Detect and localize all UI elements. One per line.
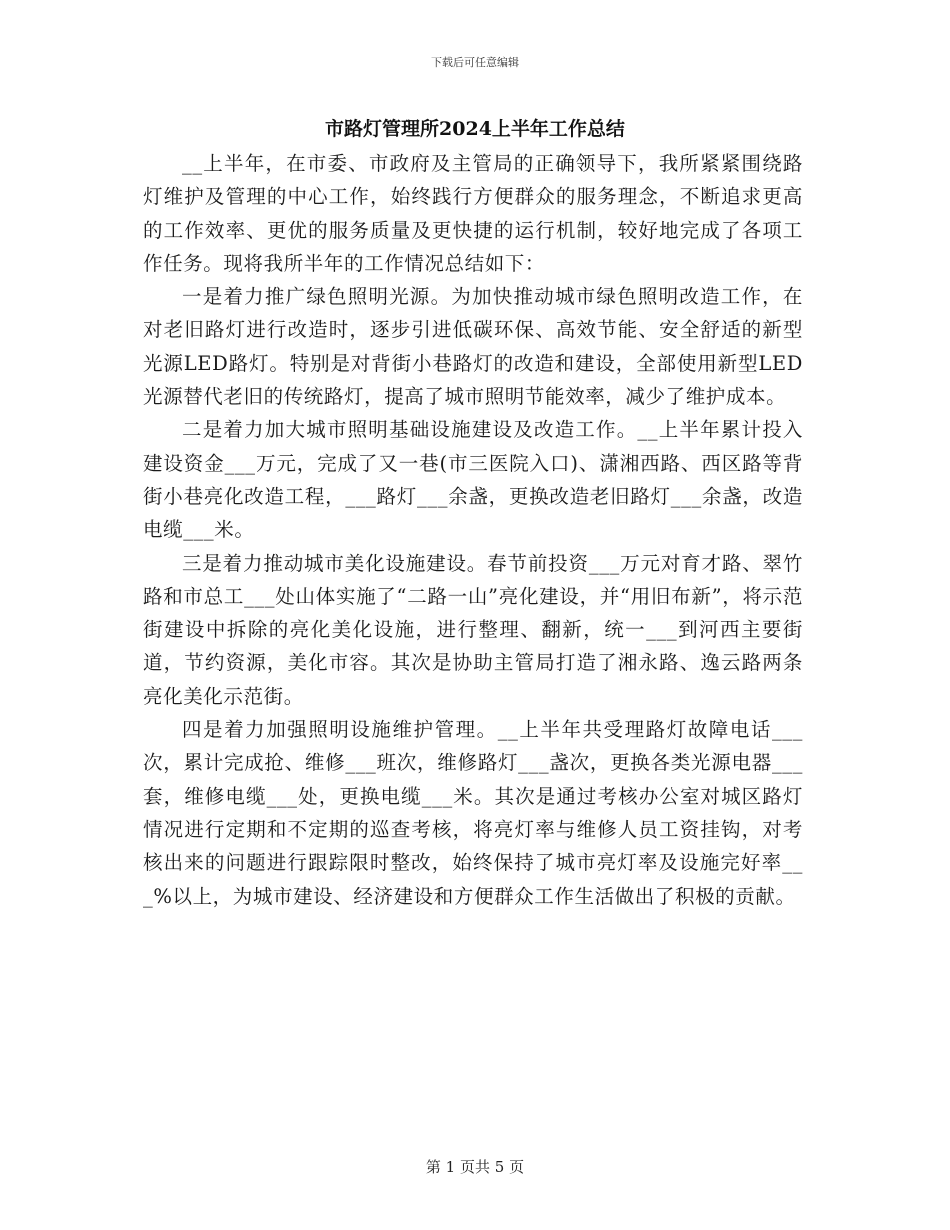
paragraph-maintenance: 四是着力加强照明设施维护管理。__上半年共受理路灯故障电话___次，累计完成抢、维修___班次，维修路灯___盏次，更换各类光源电器___套，维修电缆___处，更换电缆___米。其次是通过考核办公室对城区路灯情况进行定期和不定期的巡查考核，将亮灯率与维修人员工资挂钩，对考核出来的问题进行跟踪限时整改，始终保持了城市亮灯率及设施完好率___%以上，为城市建设、经济建设和方便群众工作生活做出了积极的贡献。 xyxy=(143,718,803,908)
page-header-note: 下载后可任意编辑 xyxy=(431,56,519,69)
paragraph-intro: __上半年，在市委、市政府及主管局的正确领导下，我所紧紧围绕路灯维护及管理的中心工作，始终践行方便群众的服务理念，不断追求更高的工作效率、更优的服务质量及更快捷的运行机制，较好地完成了各项工作任务。现将我所半年的工作情况总结如下： xyxy=(143,152,803,275)
paragraph-green-lighting: 一是着力推广绿色照明光源。为加快推动城市绿色照明改造工作，在对老旧路灯进行改造时，逐步引进低碳环保、高效节能、安全舒适的新型光源LED路灯。特别是对背街小巷路灯的改造和建设，全部使用新型LED光源替代老旧的传统路灯，提高了城市照明节能效率，减少了维护成本。 xyxy=(143,285,803,409)
document-body xyxy=(143,147,803,913)
paragraph-infrastructure: 二是着力加大城市照明基础设施建设及改造工作。__上半年累计投入建设资金___万元，完成了又一巷(市三医院入口)、潇湘西路、西区路等背街小巷亮化改造工程，___路灯___余盏，更换改造老旧路灯___余盏，改造电缆___米。 xyxy=(143,418,803,542)
document-title: 市路灯管理所2024上半年工作总结 xyxy=(325,118,625,140)
paragraph-beautification: 三是着力推动城市美化设施建设。春节前投资___万元对育才路、翠竹路和市总工___处山体实施了“二路一山”亮化建设，并“用旧布新”，将示范街建设中拆除的亮化美化设施，进行整理、翻新，统一___到河西主要街道，节约资源，美化市容。其次是协助主管局打造了湘永路、逸云路两条亮化美化示范街。 xyxy=(143,551,803,708)
page-number: 第 1 页共 5 页 xyxy=(425,1158,525,1176)
